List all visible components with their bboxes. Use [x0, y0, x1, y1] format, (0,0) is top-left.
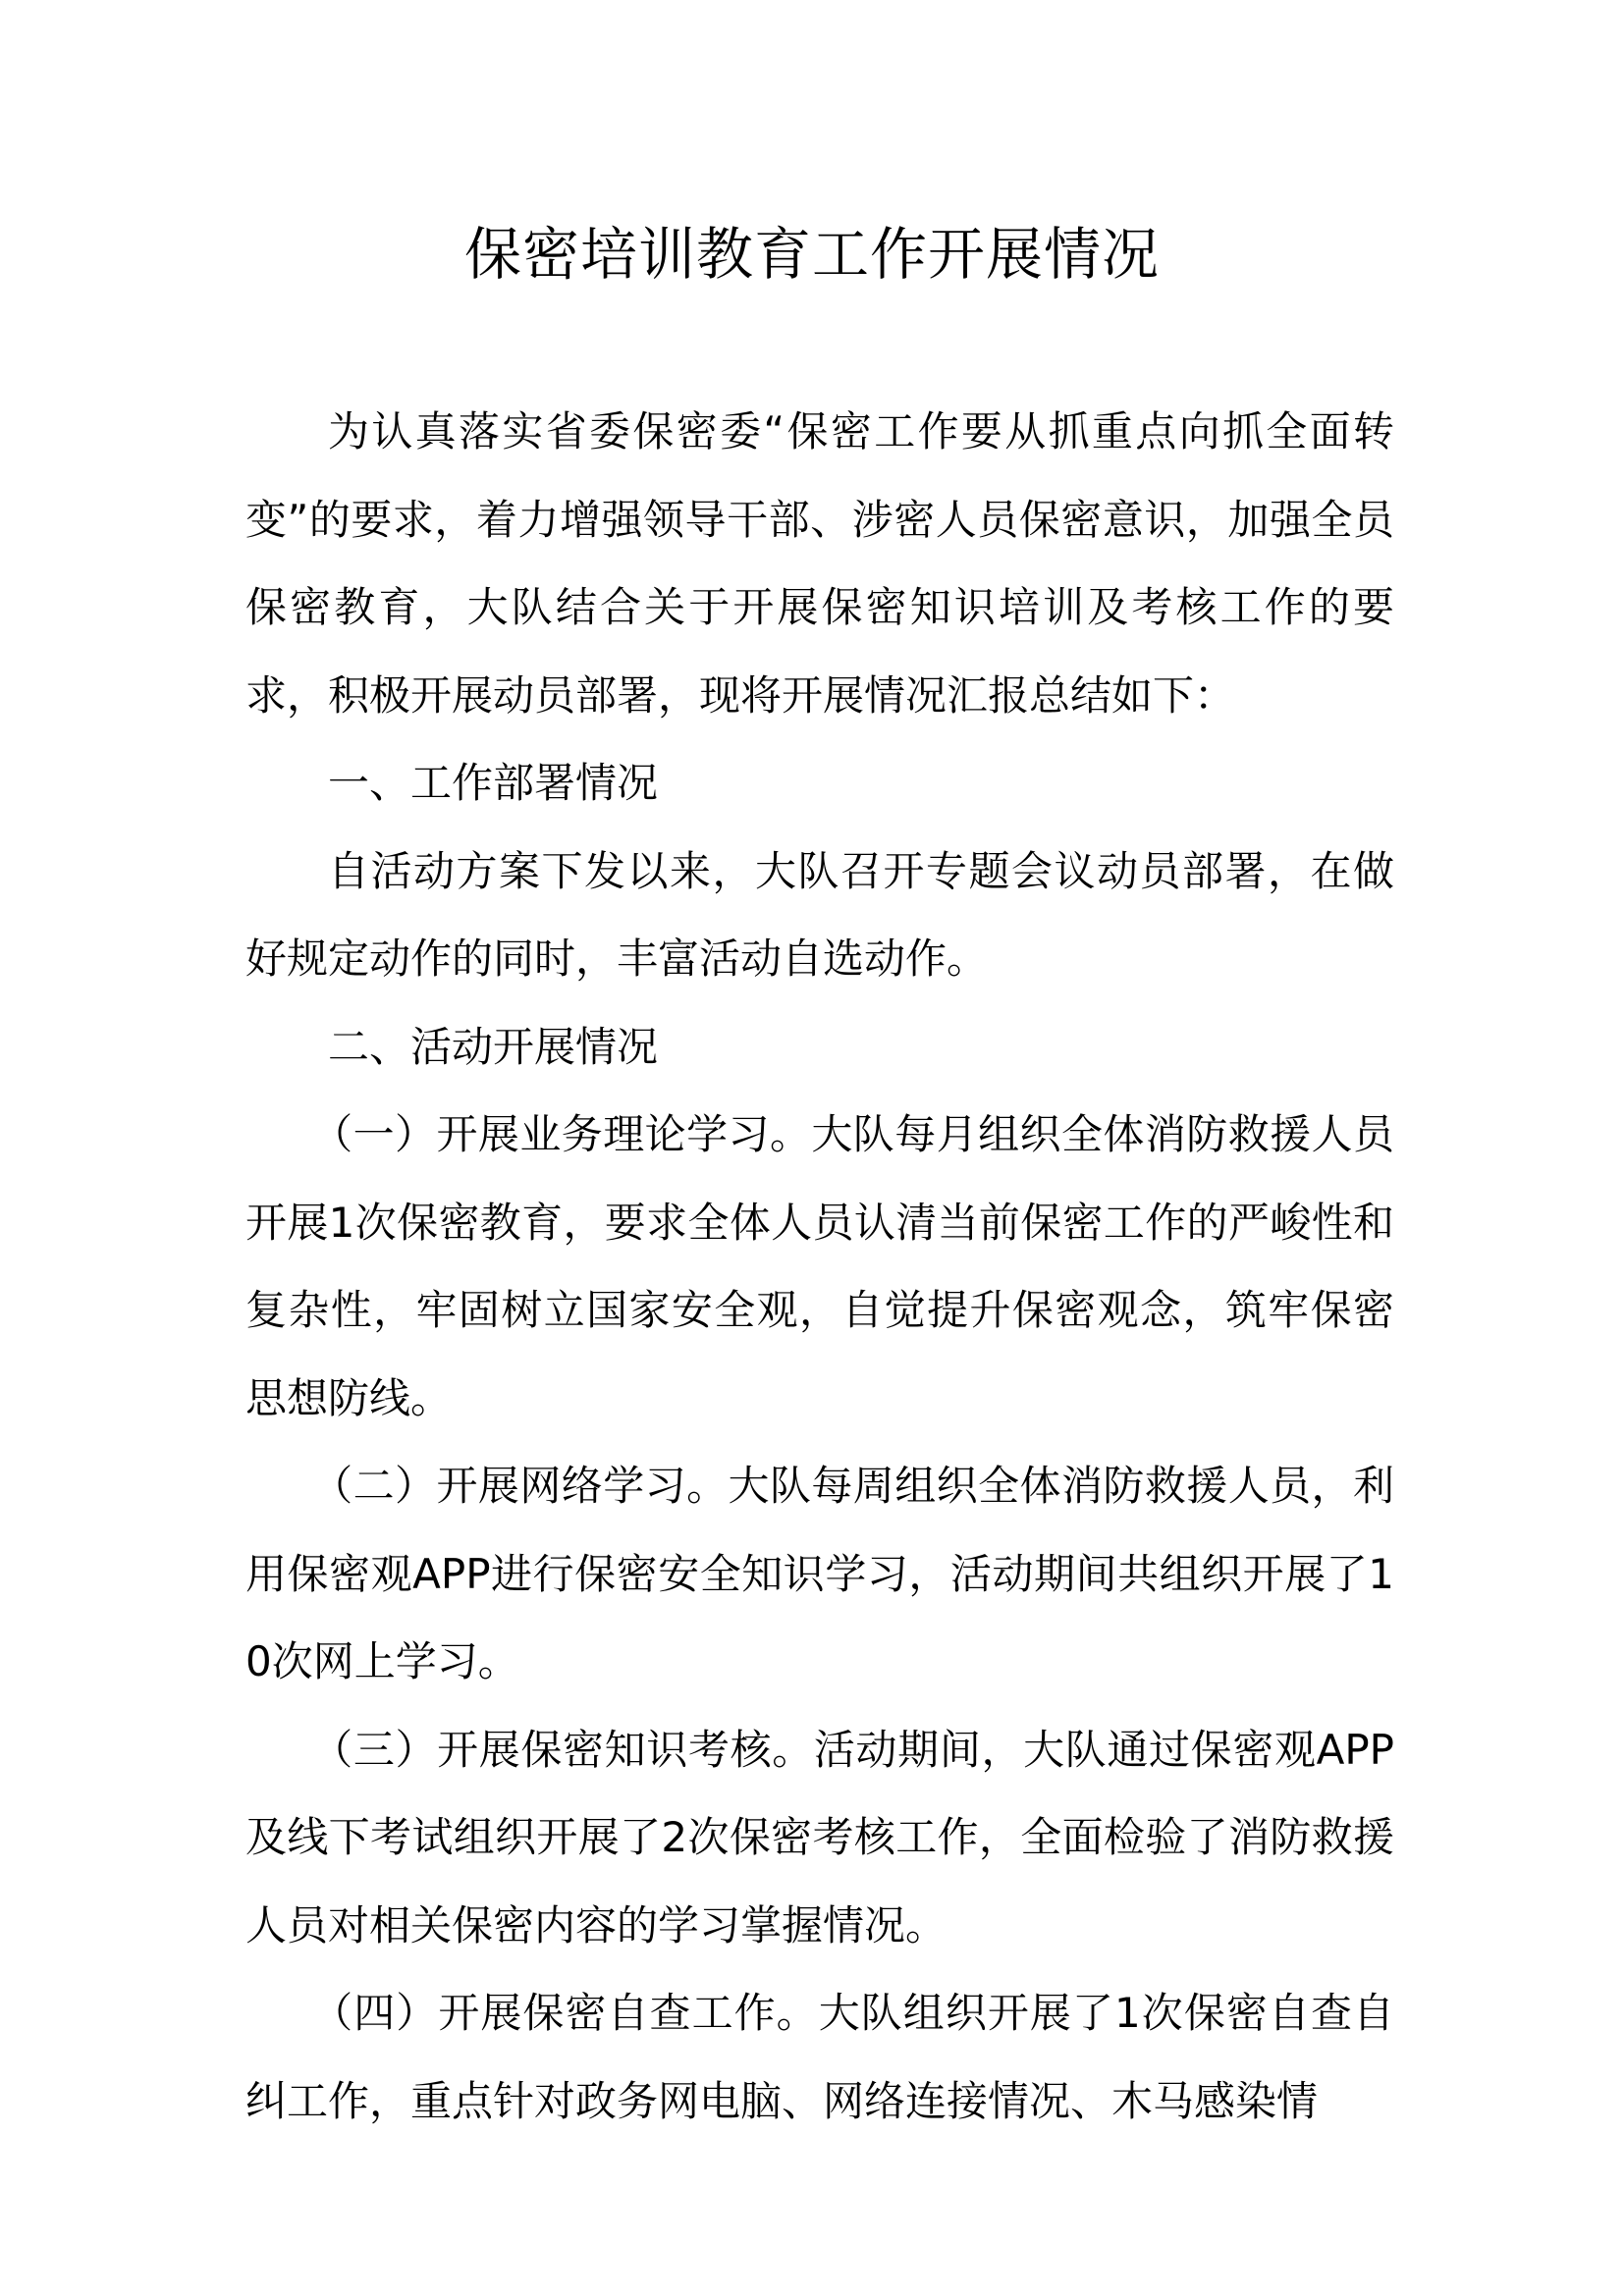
section-heading-deployment: 一、工作部署情况: [328, 759, 659, 807]
document-title: 保密培训教育工作开展情况: [463, 221, 1160, 288]
activity-paragraph-3: （三）开展保密知识考核。活动期间，大队通过保密观APP及线下考试组织开展了2次保密考核工作，全面检验了消防救援人员对相关保密内容的学习掌握情况。: [245, 1725, 1394, 1949]
activity-paragraph-1: （一）开展业务理论学习。大队每月组织全体消防救援人员开展1次保密教育，要求全体人员认清当前保密工作的严峻性和复杂性，牢固树立国家安全观，自觉提升保密观念，筑牢保密思想防线。: [245, 1110, 1394, 1422]
activity-paragraph-2: （二）开展网络学习。大队每周组织全体消防救援人员，利用保密观APP进行保密安全知识学习，活动期间共组织开展了10次网上学习。: [245, 1462, 1394, 1685]
document-body: [245, 388, 1394, 2145]
intro-paragraph: 为认真落实省委保密委“保密工作要从抓重点向抓全面转变”的要求，着力增强领导干部、涉密人员保密意识，加强全员保密教育，大队结合关于开展保密知识培训及考核工作的要求，积极开展动员部署，现将开展情况汇报总结如下：: [245, 407, 1394, 720]
section-heading-activities: 二、活动开展情况: [328, 1022, 659, 1071]
activity-paragraph-4: （四）开展保密自查工作。大队组织开展了1次保密自查自纠工作，重点针对政务网电脑、网络连接情况、木马感染情: [245, 1989, 1394, 2125]
deployment-paragraph: 自活动方案下发以来，大队召开专题会议动员部署，在做好规定动作的同时，丰富活动自选动作。: [245, 846, 1394, 983]
